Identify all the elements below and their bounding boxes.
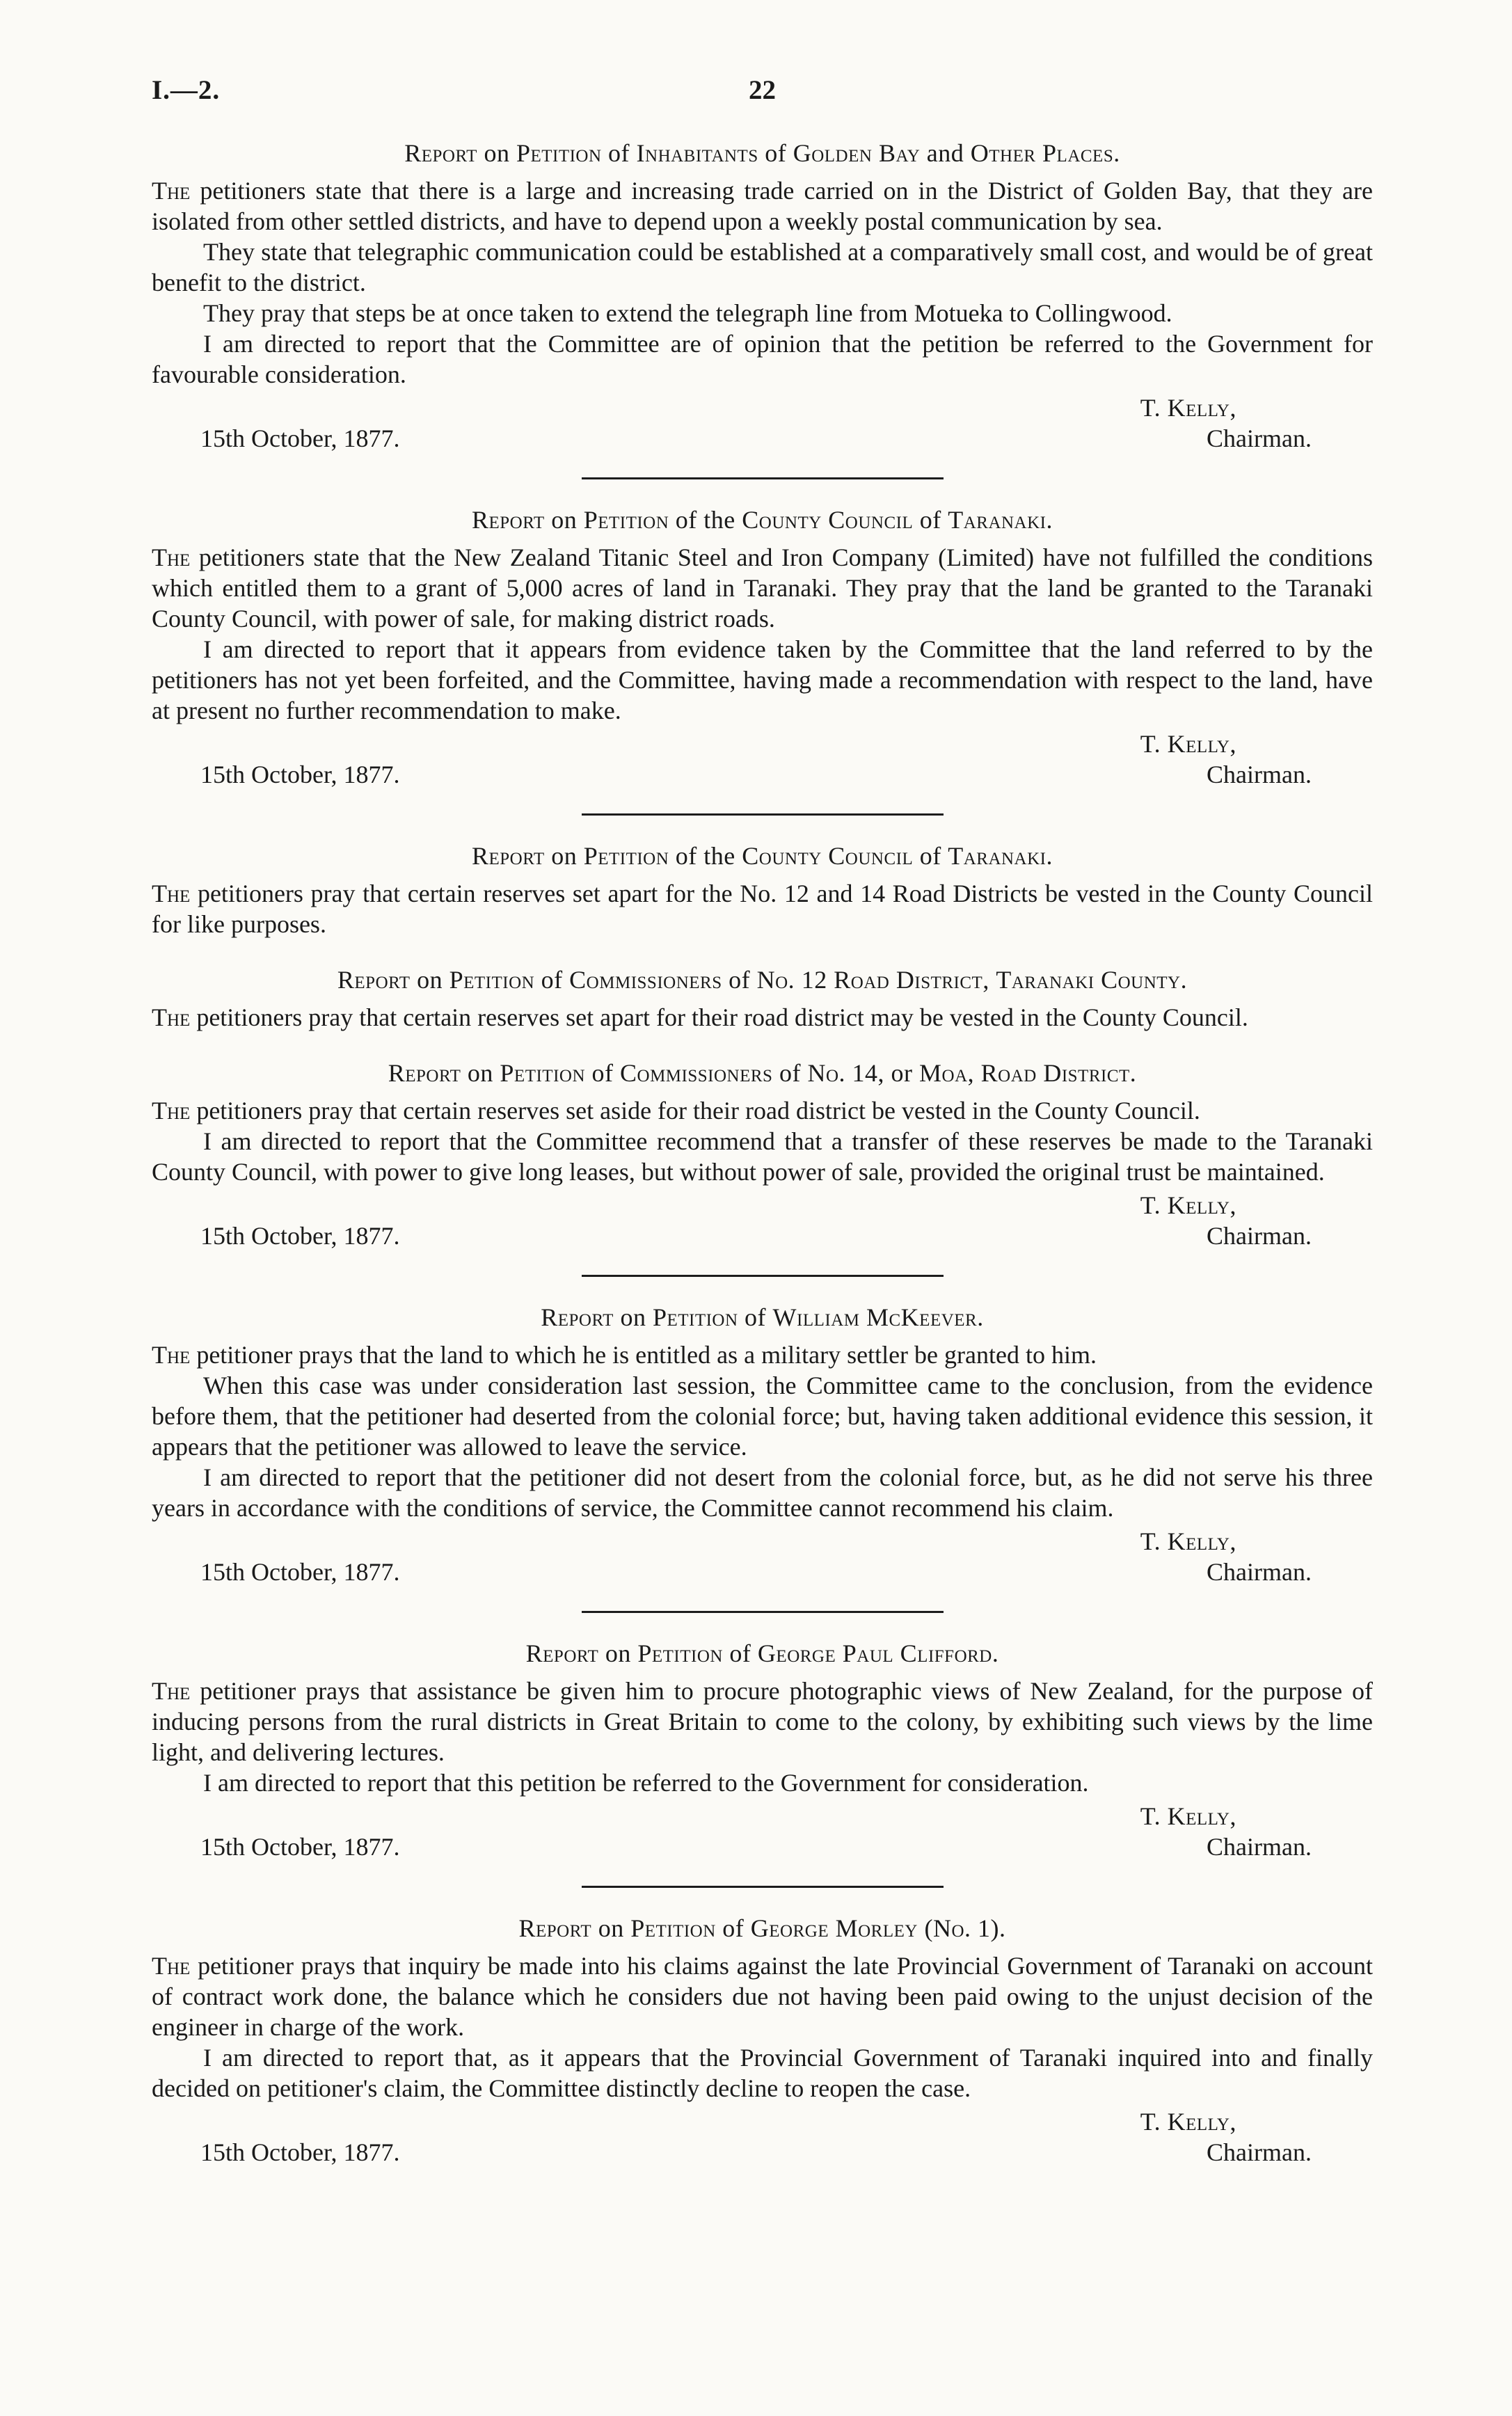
signature-name: T. Kelly, bbox=[1140, 394, 1236, 422]
signature-role: Chairman. bbox=[1207, 1222, 1312, 1250]
section-divider bbox=[152, 813, 1373, 816]
report-paragraph: When this case was under consideration last session, the Committee came to the conclusion, from the evidence before them, that the petitioner had deserted from the colonial force; but, having taken additional evidence this session, it appears that the petitioner was allowed to leave the service. bbox=[152, 1372, 1373, 1461]
report-paragraph: The petitioners pray that certain reserves set apart for their road district may be vested in the County Council. bbox=[152, 1003, 1248, 1031]
divider-rule bbox=[582, 1886, 944, 1888]
report-paragraph: I am directed to report that the Committee are of opinion that the petition be referred to the Government for favourable consideration. bbox=[152, 330, 1373, 388]
signature-date: 15th October, 1877. bbox=[200, 1222, 400, 1250]
section-divider bbox=[152, 1886, 1373, 1888]
report-paragraph: The petitioner prays that inquiry be made into his claims against the late Provincial Government of Taranaki on account of contract work done, the balance which he considers due not having been paid owing to the unjust decision of the engineer in charge of the work. bbox=[152, 1952, 1373, 2041]
report-section bbox=[152, 1913, 1373, 2168]
report-section bbox=[152, 964, 1373, 1033]
signature-name: T. Kelly, bbox=[1140, 1802, 1236, 1830]
divider-rule bbox=[582, 477, 944, 479]
report-title: Report on Petition of Inhabitants of Golden Bay and Other Places. bbox=[404, 139, 1120, 167]
report-paragraph: I am directed to report that the Committee recommend that a transfer of these reserves be made to the Taranaki County Council, with power to give long leases, but without power of sale, provided the original trust be maintained. bbox=[152, 1127, 1373, 1186]
signature-block bbox=[152, 1526, 1373, 1587]
report-title: Report on Petition of the County Council of Taranaki. bbox=[472, 842, 1053, 870]
signature-date: 15th October, 1877. bbox=[200, 1558, 400, 1586]
page-header bbox=[152, 75, 1373, 114]
signature-row bbox=[152, 423, 1373, 454]
signature-row bbox=[152, 1221, 1373, 1251]
report-paragraph: I am directed to report that it appears from evidence taken by the Committee that the land referred to by the petitioners has not yet been forfeited, and the Committee, having made a recommendation with respect to the land, have at present no further recommendation to make. bbox=[152, 635, 1373, 724]
signature-block bbox=[152, 392, 1373, 454]
report-paragraph: The petitioners pray that certain reserves set aside for their road district be vested in the County Council. bbox=[152, 1097, 1200, 1124]
signature-row bbox=[152, 759, 1373, 790]
reports-container bbox=[152, 138, 1373, 2168]
signature-block bbox=[152, 729, 1373, 790]
signature-row bbox=[152, 1831, 1373, 1862]
section-divider bbox=[152, 1611, 1373, 1613]
divider-rule bbox=[582, 1275, 944, 1277]
report-section bbox=[152, 1638, 1373, 1862]
signature-name: T. Kelly, bbox=[1140, 1527, 1236, 1555]
signature-block bbox=[152, 2106, 1373, 2168]
signature-role: Chairman. bbox=[1207, 1833, 1312, 1861]
page-number: 22 bbox=[749, 75, 776, 105]
signature-block bbox=[152, 1801, 1373, 1862]
report-paragraph: They pray that steps be at once taken to extend the telegraph line from Motueka to Collingwood. bbox=[203, 299, 1172, 327]
report-section bbox=[152, 1058, 1373, 1251]
report-title: Report on Petition of Commissioners of No. 12 Road District, Taranaki County. bbox=[337, 966, 1188, 994]
report-section bbox=[152, 138, 1373, 454]
signature-date: 15th October, 1877. bbox=[200, 424, 400, 452]
report-paragraph: I am directed to report that, as it appears that the Provincial Government of Taranaki inquired into and finally decided on petitioner's claim, the Committee distinctly decline to reopen the case. bbox=[152, 2044, 1373, 2102]
signature-date: 15th October, 1877. bbox=[200, 2138, 400, 2166]
signature-role: Chairman. bbox=[1207, 1558, 1312, 1586]
report-section bbox=[152, 841, 1373, 939]
report-title: Report on Petition of George Paul Clifford. bbox=[525, 1639, 999, 1667]
report-paragraph: The petitioners state that the New Zealand Titanic Steel and Iron Company (Limited) have not fulfilled the conditions which entitled them to a grant of 5,000 acres of land in Taranaki. They pray that the land be granted to the Taranaki County Council, with power of sale, for making district roads. bbox=[152, 543, 1373, 633]
signature-date: 15th October, 1877. bbox=[200, 1833, 400, 1861]
report-title: Report on Petition of William McKeever. bbox=[541, 1303, 984, 1331]
document-code: I.—2. bbox=[152, 75, 221, 105]
divider-rule bbox=[582, 1611, 944, 1613]
section-divider bbox=[152, 1275, 1373, 1277]
signature-name: T. Kelly, bbox=[1140, 1191, 1236, 1219]
report-paragraph: They state that telegraphic communication could be established at a comparatively small cost, and would be of great benefit to the district. bbox=[152, 238, 1373, 296]
divider-rule bbox=[582, 813, 944, 816]
report-paragraph: The petitioners state that there is a large and increasing trade carried on in the District of Golden Bay, that they are isolated from other settled districts, and have to depend upon a weekly postal communication by sea. bbox=[152, 177, 1373, 235]
signature-role: Chairman. bbox=[1207, 424, 1312, 452]
signature-row bbox=[152, 2137, 1373, 2168]
signature-role: Chairman. bbox=[1207, 761, 1312, 788]
signature-role: Chairman. bbox=[1207, 2138, 1312, 2166]
report-title: Report on Petition of George Morley (No. 1). bbox=[518, 1914, 1006, 1942]
signature-name: T. Kelly, bbox=[1140, 2108, 1236, 2136]
signature-name: T. Kelly, bbox=[1140, 730, 1236, 758]
signature-row bbox=[152, 1557, 1373, 1587]
report-section bbox=[152, 1302, 1373, 1587]
report-title: Report on Petition of the County Council of Taranaki. bbox=[472, 506, 1053, 534]
report-paragraph: I am directed to report that the petitioner did not desert from the colonial force, but, as he did not serve his three years in accordance with the conditions of service, the Committee cannot recommend his claim. bbox=[152, 1463, 1373, 1522]
report-paragraph: The petitioner prays that assistance be given him to procure photographic views of New Zealand, for the purpose of inducing persons from the rural districts in Great Britain to come to the colony, by exhibiting such views by the lime light, and delivering lectures. bbox=[152, 1677, 1373, 1766]
signature-block bbox=[152, 1190, 1373, 1251]
report-title: Report on Petition of Commissioners of No. 14, or Moa, Road District. bbox=[388, 1059, 1137, 1087]
report-paragraph: The petitioner prays that the land to which he is entitled as a military settler be granted to him. bbox=[152, 1341, 1097, 1369]
report-section bbox=[152, 504, 1373, 790]
report-paragraph: The petitioners pray that certain reserves set apart for the No. 12 and 14 Road Districts be vested in the County Council for like purposes. bbox=[152, 880, 1373, 938]
signature-date: 15th October, 1877. bbox=[200, 761, 400, 788]
report-paragraph: I am directed to report that this petition be referred to the Government for consideration. bbox=[203, 1769, 1089, 1797]
section-divider bbox=[152, 477, 1373, 479]
